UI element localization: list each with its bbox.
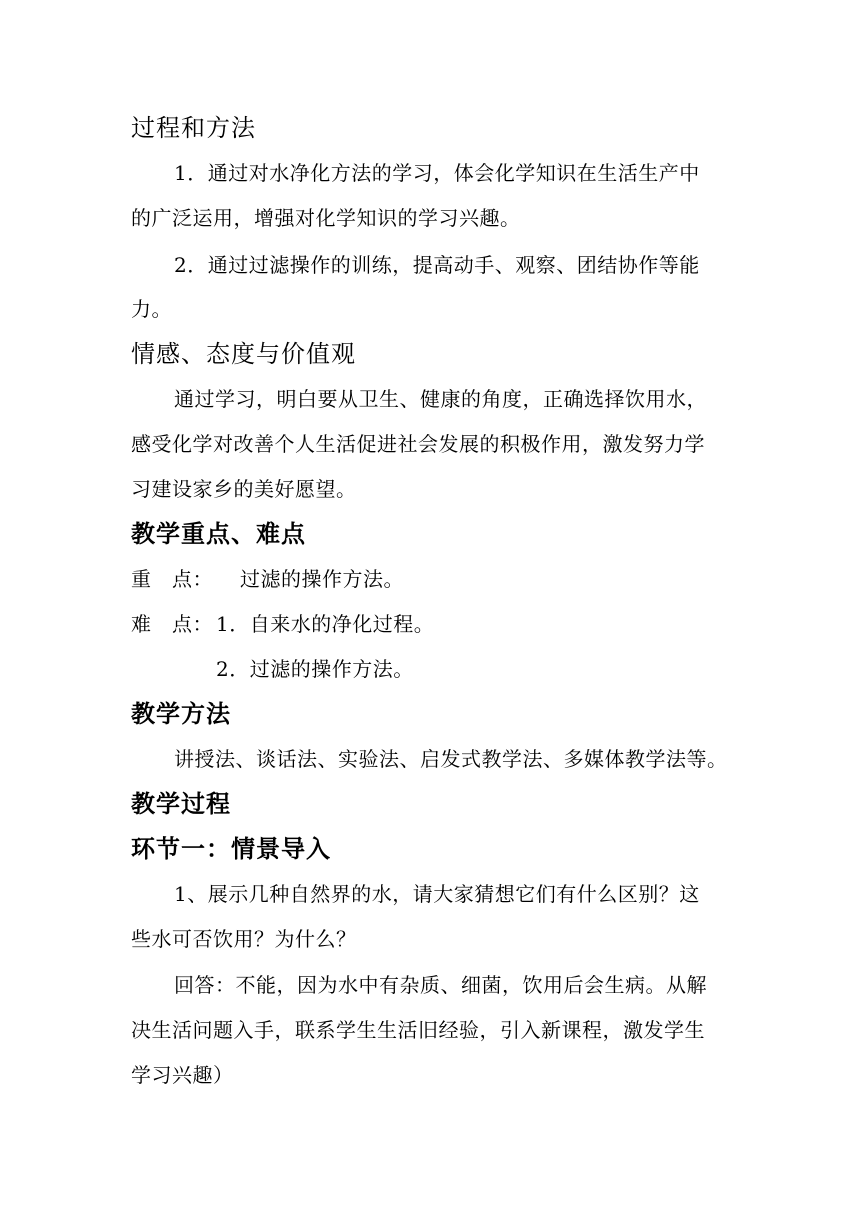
- paragraph-line: 学习兴趣）: [131, 1063, 234, 1087]
- paragraph-line: 讲授法、谈话法、实验法、启发式教学法、多媒体教学法等。: [174, 747, 728, 771]
- paragraph-line: 感受化学对改善个人生活促进社会发展的积极作用，激发努力学: [131, 432, 705, 456]
- difficulty-label: 难 点：: [131, 612, 213, 636]
- paragraph-line: 力。: [131, 297, 172, 321]
- paragraph-line: 习建设家乡的美好愿望。: [131, 477, 357, 501]
- heading-teaching-process: 教学过程: [131, 790, 231, 818]
- paragraph-line: 的广泛运用，增强对化学知识的学习兴趣。: [131, 206, 521, 230]
- heading-step-one: 环节一：情景导入: [131, 835, 331, 863]
- heading-key-points: 教学重点、难点: [131, 520, 306, 548]
- heading-emotion: 情感、态度与价值观: [131, 340, 356, 368]
- paragraph-line: 2．通过过滤操作的训练，提高动手、观察、团结协作等能: [174, 253, 700, 277]
- paragraph-line: 通过学习，明白要从卫生、健康的角度，正确选择饮用水，: [174, 387, 707, 411]
- paragraph-line: 回答：不能，因为水中有杂质、细菌，饮用后会生病。从解: [174, 973, 707, 997]
- difficulty-item: 2．过滤的操作方法。: [216, 657, 414, 681]
- paragraph-line: 决生活问题入手，联系学生生活旧经验，引入新课程，激发学生: [131, 1018, 705, 1042]
- focus-text: 过滤的操作方法。: [240, 567, 404, 591]
- heading-process-method: 过程和方法: [131, 114, 256, 142]
- heading-methods: 教学方法: [131, 700, 231, 728]
- paragraph-line: 1、展示几种自然界的水，请大家猜想它们有什么区别？这: [174, 882, 700, 906]
- paragraph-line: 1．通过对水净化方法的学习，体会化学知识在生活生产中: [174, 161, 700, 185]
- focus-label: 重 点：: [131, 567, 213, 591]
- paragraph-line: 些水可否饮用？为什么？: [131, 927, 357, 951]
- difficulty-item: 1．自来水的净化过程。: [216, 612, 435, 636]
